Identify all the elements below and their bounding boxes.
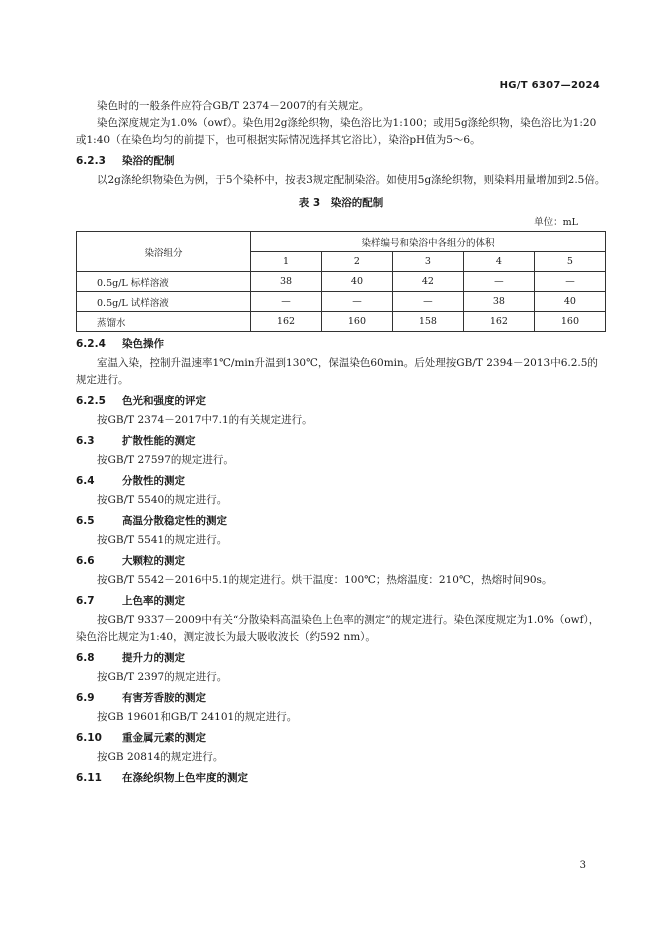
column-header: 5 xyxy=(534,252,605,272)
section-title: 染浴的配制 xyxy=(122,155,175,167)
section-heading-6-2-4 xyxy=(76,336,606,353)
table-cell: 162 xyxy=(463,312,534,332)
section-heading-6-4 xyxy=(76,473,606,490)
section-title: 提升力的测定 xyxy=(122,652,185,664)
section-title: 重金属元素的测定 xyxy=(122,732,206,744)
section-number: 6.5 xyxy=(76,515,95,527)
table-row xyxy=(77,272,606,292)
section-number: 6.9 xyxy=(76,692,95,704)
section-title: 色光和强度的评定 xyxy=(122,395,206,407)
section-number: 6.8 xyxy=(76,652,95,664)
column-header: 3 xyxy=(392,252,463,272)
row-label: 蒸馏水 xyxy=(77,312,251,332)
section-heading-6-5 xyxy=(76,513,606,530)
section-heading-6-11 xyxy=(76,770,606,787)
table-cell: 40 xyxy=(321,272,392,292)
standard-code: HG/T 6307—2024 xyxy=(499,80,600,91)
section-number: 6.2.3 xyxy=(76,155,106,167)
table-cell: 40 xyxy=(534,292,605,312)
section-text-6-4: 按GB/T 5540的规定进行。 xyxy=(97,494,228,506)
table-cell: 160 xyxy=(534,312,605,332)
page-number: 3 xyxy=(579,860,586,871)
column-header-component: 染浴组分 xyxy=(77,232,251,272)
document-body xyxy=(76,98,606,789)
table-cell: — xyxy=(463,272,534,292)
section-title: 上色率的测定 xyxy=(122,595,185,607)
section-text-6-3: 按GB/T 27597的规定进行。 xyxy=(97,454,234,466)
table-cell: — xyxy=(392,292,463,312)
column-header: 4 xyxy=(463,252,534,272)
section-heading-6-2-3 xyxy=(76,153,606,170)
section-title: 染色操作 xyxy=(122,338,164,350)
section-text-6-2-5: 按GB/T 2374－2017中7.1的有关规定进行。 xyxy=(97,414,313,426)
section-text-6-2-3: 以2g涤纶织物染色为例，于5个染杯中，按表3规定配制染浴。如使用5g涤纶织物，则染料用量增加到2.5倍。 xyxy=(97,174,606,186)
section-heading-6-6 xyxy=(76,553,606,570)
intro-paragraph-2: 染色深度规定为1.0%（owf）。染色用2g涤纶织物，染色浴比为1:100；或用5g涤纶织物，染色浴比为1:20或1:40（在染色均匀的前提下，也可根据实际情况选择其它浴比），染浴pH值为5～6。 xyxy=(76,117,597,146)
section-number: 6.10 xyxy=(76,732,102,744)
section-title: 在涤纶织物上色牢度的测定 xyxy=(122,772,248,784)
section-title: 大颗粒的测定 xyxy=(122,555,185,567)
table-cell: 38 xyxy=(463,292,534,312)
section-text-6-9: 按GB 19601和GB/T 24101的规定进行。 xyxy=(97,711,298,723)
section-number: 6.4 xyxy=(76,475,95,487)
table-cell: 162 xyxy=(251,312,322,332)
section-text-6-5: 按GB/T 5541的规定进行。 xyxy=(97,534,228,546)
section-number: 6.7 xyxy=(76,595,95,607)
table-cell: 42 xyxy=(392,272,463,292)
section-number: 6.2.5 xyxy=(76,395,106,407)
row-label: 0.5g/L 标样溶液 xyxy=(77,272,251,292)
table-cell: 160 xyxy=(321,312,392,332)
section-number: 6.6 xyxy=(76,555,95,567)
column-header: 1 xyxy=(251,252,322,272)
section-heading-6-3 xyxy=(76,433,606,450)
section-number: 6.2.4 xyxy=(76,338,106,350)
section-title: 分散性的测定 xyxy=(122,475,185,487)
table-cell: — xyxy=(534,272,605,292)
section-title: 有害芳香胺的测定 xyxy=(122,692,206,704)
row-label: 0.5g/L 试样溶液 xyxy=(77,292,251,312)
table-cell: 38 xyxy=(251,272,322,292)
section-heading-6-10 xyxy=(76,730,606,747)
table-header-row xyxy=(77,232,606,252)
table-row xyxy=(77,292,606,312)
section-text-6-6: 按GB/T 5542－2016中5.1的规定进行。烘干温度：100℃；热熔温度：210℃，热熔时间90s。 xyxy=(97,574,553,586)
dye-bath-table xyxy=(76,231,606,332)
table-row xyxy=(77,312,606,332)
section-text-6-10: 按GB 20814的规定进行。 xyxy=(97,751,224,763)
column-header: 2 xyxy=(321,252,392,272)
section-heading-6-7 xyxy=(76,593,606,610)
section-text-6-8: 按GB/T 2397的规定进行。 xyxy=(97,671,228,683)
table-unit: 单位：mL xyxy=(534,217,578,228)
section-title: 扩散性能的测定 xyxy=(122,435,196,447)
table-title: 表 3 染浴的配制 xyxy=(298,197,384,209)
table-cell: 158 xyxy=(392,312,463,332)
section-number: 6.3 xyxy=(76,435,95,447)
section-number: 6.11 xyxy=(76,772,102,784)
table-cell: — xyxy=(251,292,322,312)
section-title: 高温分散稳定性的测定 xyxy=(122,515,227,527)
intro-paragraph-1: 染色时的一般条件应符合GB/T 2374－2007的有关规定。 xyxy=(97,100,370,112)
table-cell: — xyxy=(321,292,392,312)
section-heading-6-9 xyxy=(76,690,606,707)
section-text-6-2-4: 室温入染，控制升温速率1℃/min升温到130℃，保温染色60min。后处理按GB/T 2394－2013中6.2.5的规定进行。 xyxy=(76,357,598,386)
section-heading-6-2-5 xyxy=(76,393,606,410)
section-heading-6-8 xyxy=(76,650,606,667)
section-text-6-7: 按GB/T 9337－2009中有关“分散染料高温染色上色率的测定”的规定进行。染色深度规定为1.0%（owf），染色浴比规定为1:40，测定波长为最大吸收波长（约592 nm）。 xyxy=(76,614,600,643)
column-group-header: 染样编号和染浴中各组分的体积 xyxy=(251,232,606,252)
